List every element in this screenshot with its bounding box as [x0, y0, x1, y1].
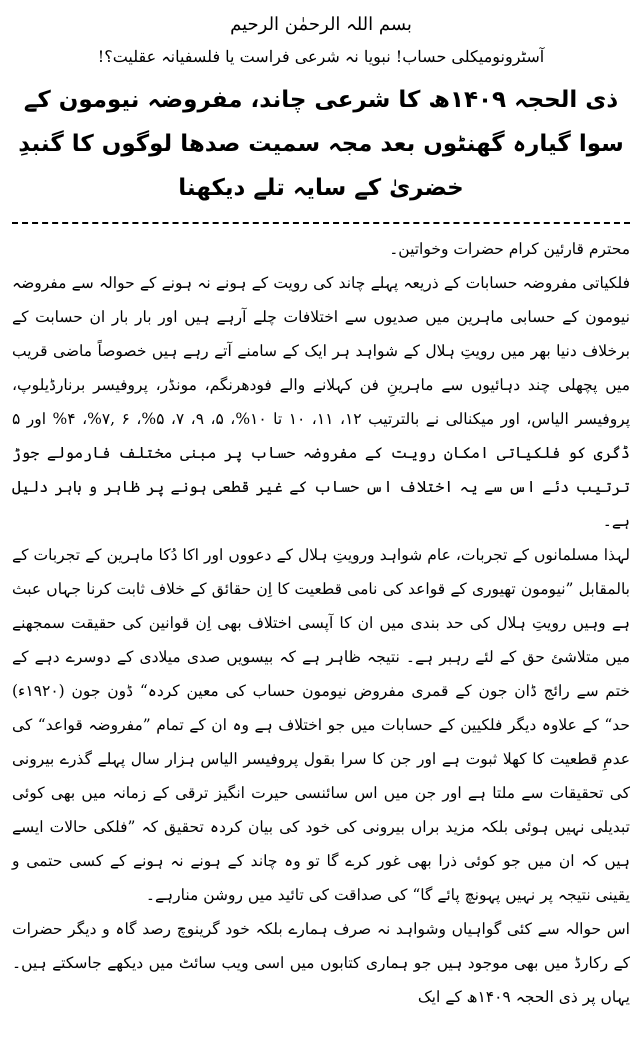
dashed-divider	[12, 222, 630, 224]
bismillah-heading: بسم اللہ الرحمٰن الرحیم	[230, 14, 412, 35]
article-headline: ذی الحجہ ۱۴۰۹ھ کا شرعی چاند، مفروضہ نیومون کے سوا گیارہ گھنٹوں بعد مجہ سمیت صدھا لوگوں کا گنبدِ خضریٰ کے سایہ تلے دیکھنا	[18, 87, 624, 201]
article-subtitle: آسٹرونومیکلی حساب! نبویا نہ شرعی فراست یا فلسفیانہ عقلیت؟!	[97, 47, 545, 66]
body-paragraph: فلکیاتی مفروضہ حسابات کے ذریعہ پہلے چاند کی رویت کے ہونے نہ ہونے کے حوالہ سے مفروضہ نیومون کے حسابی ماہرین میں صدیوں سے اختلافات چلے آرہے ہیں اور بار بار ان حسابت کے برخلاف دنیا بھر میں رویتِ ہلال کے شواہد ہر ایک کے سامنے آتے رہے ہیں خصوصاً ماضی قریب میں پچھلی چند دہائیوں سے ماہرینِ فن کہلانے والے فودھرنگم، مونڈر، پروفیسر برنارڈیلوپ، پروفیسر الیاس، اور میکنالی نے بالترتیب ۱۲، ۱۱، ۱۰ تا ۱۰%، ۵، ۹، ۷، ۵%، ۶ ,۷%، ۴% اور ۵ ڈگری کو فلکیاتی امکانِ رویت کے مفروضہ حساب پر مبنی مختلف فارمولے جوڑ ترتیب دئے اس سے یہ اختلاف اس حساب کے غیر قطعی ہونے پر ظاہر و باہر دلیل ہے۔	[12, 274, 631, 530]
body-paragraph: اس حوالہ سے کئی گواہیاں وشواہد نہ صرف ہمارے بلکہ خود گرینوچ رصد گاہ و دیگر حضرات کے رکارڈ میں بھی موجود ہیں جو ہماری کتابوں میں اسی ویب سائٹ میں دیکھے جاسکتے ہیں۔ یہاں پر ذی الحجہ ۱۴۰۹ھ کے ایک	[12, 920, 630, 1006]
body-paragraph: لہذا مسلمانوں کے تجربات، عام شواہد ورویتِ ہلال کے دعووں اور اکا دُکا ماہرین کے تجربات کے بالمقابل ”نیومون تھیوری کے قواعد کی نامی قطعیت کا اِن حقائق کے خلاف ثابت کرنا جہاں عبث ہے وہیں رویتِ ہلال کی حد بندی میں ان کا آپسی اختلاف بھی اِن قوانین کی حقیقت سمجھنے میں متلاشئ حق کے لئے رہبر ہے۔ نتیجہ ظاہر ہے کہ بیسویں صدی میلادی کے دوسرے دہے کے ختم سے رائج ڈان جون کے قمری مفروض نیومون حساب کی معین کردہ“ ڈون جون (۱۹۲۰ء) حد“ کے علاوہ دیگر فلکیین کے حسابات میں جو اختلاف ہے وہ ان کے تمام ”مفروضہ قواعد“ کی عدمِ قطعیت کا کھلا ثبوت ہے اور جن کا سرا بقول پروفیسر الیاس ہزار سال پہلے گذرے بیرونی کی تحقیقات سے ملتا ہے اور جن میں اس سائنسی حیرت انگیز ترقی کے زمانہ میں بھی کوئی تبدیلی نہیں ہوئی بلکہ مزید براں بیرونی کی خود کی بیان کردہ تحقیق کہ ”فلکی حالات ایسے ہیں کہ ان میں جو کوئی ذرا بھی غور کرے گا تو وہ چاند کے ہونے نہ ہونے کے کسی حتمی و یقینی نتیجہ پر نہیں پہونچ پائے گا“ کی صداقت کی تائید میں روشن منارہے۔	[12, 546, 630, 904]
greeting-line: محترم قارئین کرام حضرات وخواتین۔	[389, 240, 630, 258]
